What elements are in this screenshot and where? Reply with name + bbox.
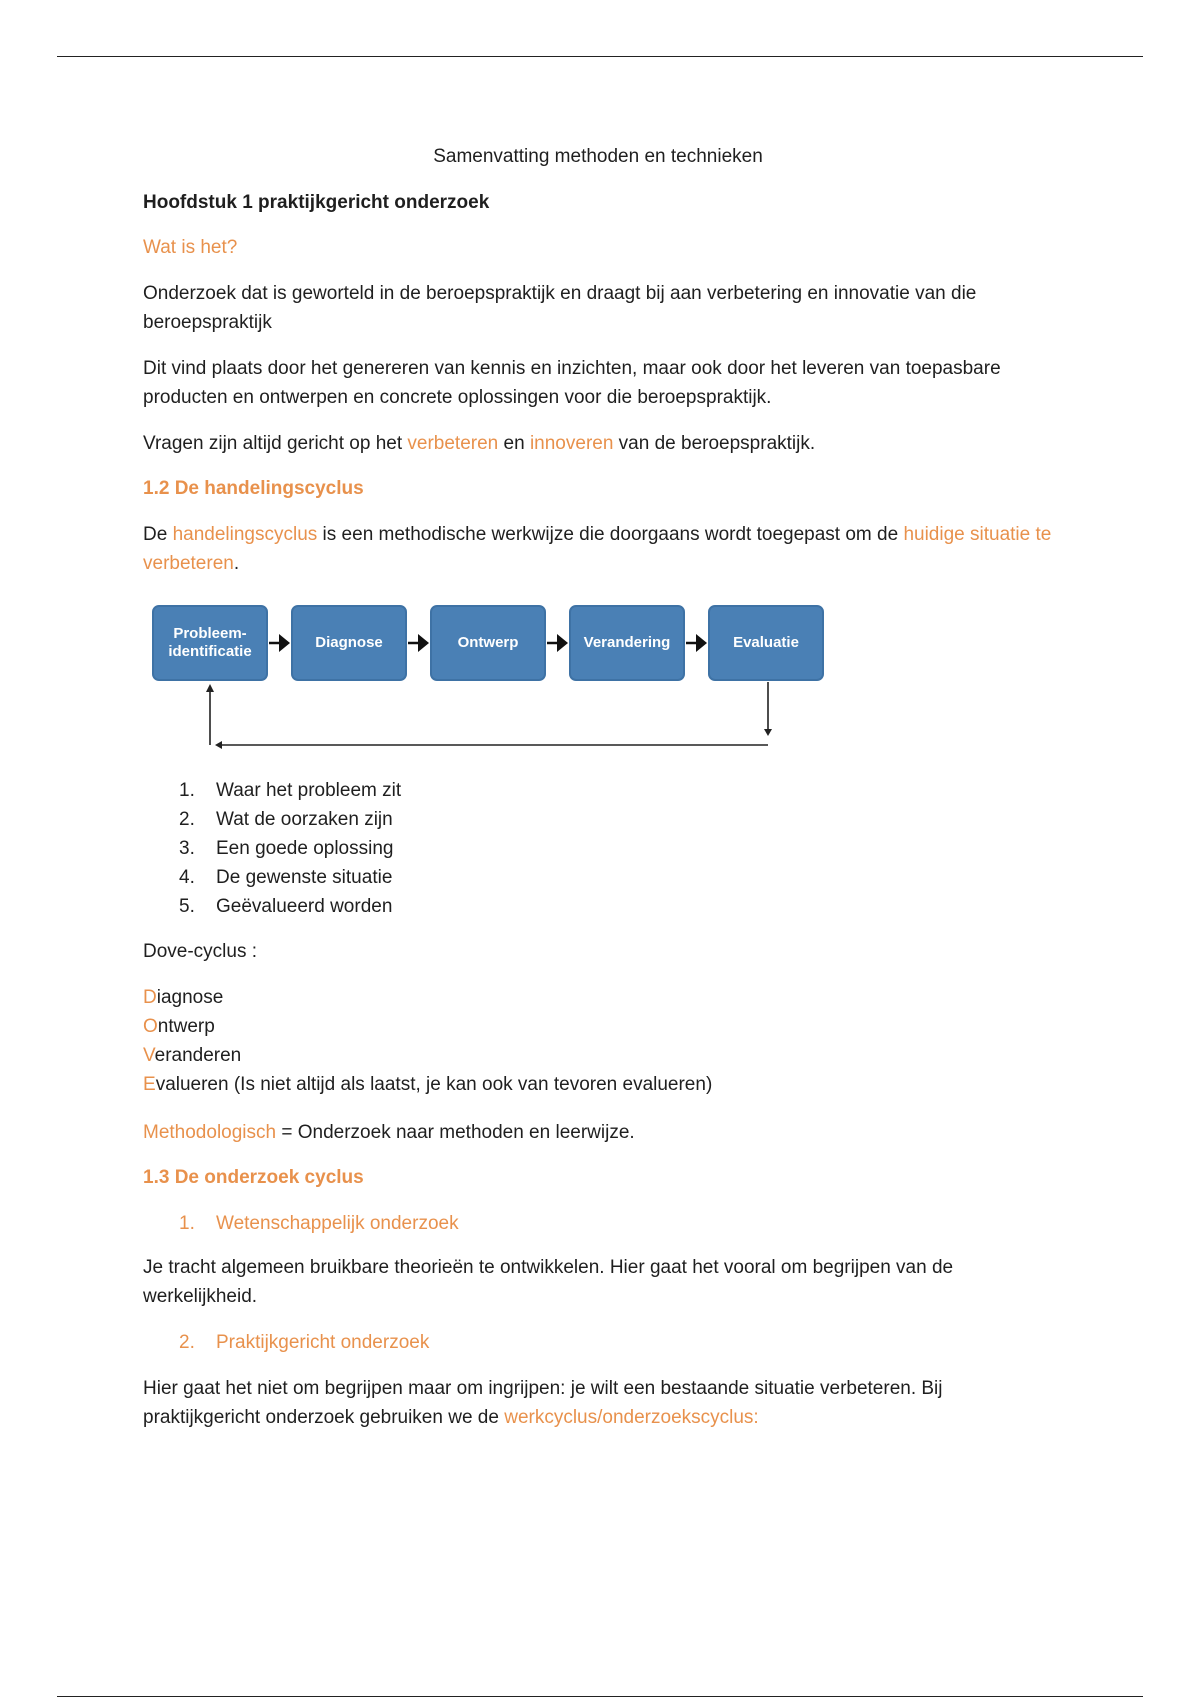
arrow-right-icon <box>269 634 290 652</box>
dove-label: Dove-cyclus : <box>143 941 258 962</box>
dove-text: eranderen <box>154 1045 242 1066</box>
box-label: Evaluatie <box>733 634 799 651</box>
list-item <box>143 776 1063 805</box>
subheading-praktijkgericht <box>143 1328 1063 1357</box>
praktijk-text: Hier gaat het niet om begrijpen maar om ingrijpen: je wilt een bestaande situatie verbeteren. Bij praktijkgericht onderzoek gebruiken we de <box>143 1378 943 1428</box>
term-huidige-situatie: huidige situatie te verbeteren <box>143 524 1052 574</box>
box-label: Ontwerp <box>457 634 519 651</box>
hc-text-c: is een methodische werkwijze die doorgaans wordt toegepast om de <box>317 524 904 545</box>
list-text: De gewenste situatie <box>216 867 393 888</box>
term-innoveren: innoveren <box>529 433 614 454</box>
paragraph-questions <box>143 429 1063 458</box>
dove-text: ntwerp <box>157 1016 215 1037</box>
list-text: Wat de oorzaken zijn <box>216 809 393 830</box>
questions-text-a: Vragen zijn altijd gericht op het <box>143 433 408 454</box>
paragraph-handelingscyclus <box>143 520 1063 578</box>
dove-text: iagnose <box>156 987 224 1008</box>
document-title: Samenvatting methoden en technieken <box>433 146 763 167</box>
diagram-arrows <box>150 600 840 760</box>
list-number: 4. <box>179 867 195 888</box>
list-item <box>143 805 1063 834</box>
dove-letter: V <box>143 1045 155 1066</box>
list-text: Praktijkgericht onderzoek <box>216 1332 430 1353</box>
term-werkcyclus: werkcyclus/onderzoekscyclus: <box>504 1407 759 1428</box>
list-text: Waar het probleem zit <box>216 780 402 801</box>
subheading-wetenschappelijk <box>143 1209 1063 1238</box>
list-item <box>143 892 1063 921</box>
dove-list <box>143 983 1063 1099</box>
footer-rule <box>57 1696 1143 1697</box>
paragraph-wetenschappelijk: Je tracht algemeen bruikbare theorieën te ontwikkelen. Hier gaat het vooral om begrijpen van de werkelijkheid. <box>143 1257 954 1307</box>
list-number: 1. <box>179 1213 195 1234</box>
hc-text-a: De <box>143 524 173 545</box>
arrow-right-icon <box>408 634 429 652</box>
list-item <box>143 1209 1063 1238</box>
what-heading: Wat is het? <box>143 237 238 258</box>
box-label: Diagnose <box>315 634 383 651</box>
term-verbeteren: verbeteren <box>407 433 499 454</box>
list-number: 2. <box>179 809 195 830</box>
feedback-loop <box>206 682 772 749</box>
list-text: Wetenschappelijk onderzoek <box>216 1213 459 1234</box>
questions-text-e: van de beroepspraktijk. <box>613 433 816 454</box>
paragraph-definition: Onderzoek dat is geworteld in de beroepspraktijk en draagt bij aan verbetering en innovatie van die beroepspraktijk <box>143 283 977 333</box>
paragraph-knowledge: Dit vind plaats door het genereren van kennis en inzichten, maar ook door het leveren van toepasbare producten en ontwerpen en concrete oplossingen voor die beroepspraktijk. <box>143 358 1001 408</box>
header-rule <box>57 56 1143 57</box>
questions-text-c: en <box>498 433 530 454</box>
section-1-3-heading: 1.3 De onderzoek cyclus <box>143 1167 364 1188</box>
dove-item <box>143 1070 1063 1099</box>
list-number: 1. <box>179 780 195 801</box>
dove-item <box>143 1012 1063 1041</box>
methodologisch-text: = Onderzoek naar methoden en leerwijze. <box>276 1122 635 1143</box>
list-number: 3. <box>179 838 195 859</box>
handelingscyclus-steps <box>143 776 1063 921</box>
paragraph-praktijkgericht <box>143 1374 1063 1432</box>
list-number: 5. <box>179 896 195 917</box>
dove-letter: D <box>143 987 157 1008</box>
paragraph-methodologisch <box>143 1118 1063 1147</box>
section-1-2-heading: 1.2 De handelingscyclus <box>143 478 364 499</box>
dove-item <box>143 1041 1063 1070</box>
dove-letter: E <box>143 1074 156 1095</box>
handelingscyclus-diagram <box>150 600 840 760</box>
term-handelingscyclus: handelingscyclus <box>172 524 318 545</box>
dove-text: valueren (Is niet altijd als laatst, je kan ook van tevoren evalueren) <box>155 1074 713 1095</box>
chapter-heading: Hoofdstuk 1 praktijkgericht onderzoek <box>143 192 490 213</box>
arrow-right-icon <box>686 634 707 652</box>
list-text: Een goede oplossing <box>216 838 394 859</box>
list-text: Geëvalueerd worden <box>216 896 393 917</box>
term-methodologisch: Methodologisch <box>143 1122 277 1143</box>
hc-text-e: . <box>233 553 240 574</box>
arrow-right-icon <box>547 634 568 652</box>
dove-letter: O <box>143 1016 158 1037</box>
dove-item <box>143 983 1063 1012</box>
box-label: Probleem-identificatie <box>168 625 252 660</box>
list-number: 2. <box>179 1332 195 1353</box>
list-item <box>143 863 1063 892</box>
list-item <box>143 834 1063 863</box>
box-label: Verandering <box>583 634 671 651</box>
list-item <box>143 1328 1063 1357</box>
